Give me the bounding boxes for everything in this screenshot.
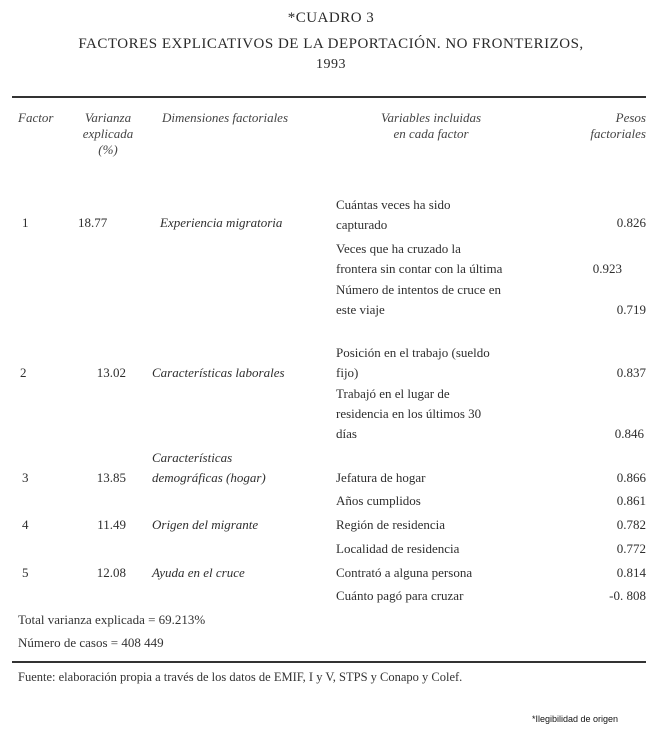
dimension-label: Experiencia migratoria [160, 215, 283, 230]
dimension-label: Origen del migrante [152, 517, 259, 532]
peso-value: 0.866 [616, 470, 646, 485]
factor-number: 4 [22, 517, 29, 532]
header-variables-line: Variables incluidas [380, 110, 482, 125]
variable-label: Años cumplidos [336, 493, 421, 508]
peso-value: 0.837 [616, 365, 646, 380]
variable-line: frontera sin contar con la última [336, 261, 503, 276]
header-varianza-line: explicada [82, 126, 134, 141]
factor-number: 5 [22, 565, 29, 580]
variable-label: Jefatura de hogar [336, 470, 426, 485]
header-pesos [560, 110, 646, 142]
factor-number: 2 [20, 365, 27, 380]
header-factor: Factor [18, 110, 54, 125]
peso-value: -0. 808 [609, 588, 646, 603]
legibility-note: *Ilegibilidad de origen [532, 714, 619, 724]
table-top-rule [12, 96, 646, 98]
header-pesos-line: factoriales [590, 126, 646, 141]
varianza-value: 13.02 [96, 365, 126, 380]
varianza-value: 18.77 [78, 215, 108, 230]
dimension-label: Ayuda en el cruce [152, 565, 245, 580]
factor-number: 1 [22, 215, 29, 230]
total-varianza: Total varianza explicada = 69.213% [18, 612, 206, 627]
peso-value: 0.861 [616, 493, 646, 508]
peso-value: 0.782 [616, 517, 646, 532]
variable-line: Veces que ha cruzado la [336, 241, 461, 256]
variable-label [336, 195, 450, 235]
dimension-line: demográficas (hogar) [152, 470, 266, 485]
variable-label: Cuánto pagó para cruzar [336, 588, 464, 603]
table-title-year: 1993 [316, 57, 346, 72]
dimension-label [152, 448, 266, 488]
peso-value: 0.826 [616, 215, 646, 230]
peso-value: 0.772 [616, 541, 646, 556]
header-pesos-line: Pesos [615, 110, 646, 125]
dimension-label: Características laborales [152, 365, 285, 380]
header-variables [356, 110, 506, 142]
numero-casos: Número de casos = 408 449 [18, 635, 164, 650]
header-varianza-line: Varianza [84, 110, 132, 125]
variable-line: días [336, 426, 357, 441]
factor-number: 3 [22, 470, 29, 485]
source-note: Fuente: elaboración propia a través de los datos de EMIF, I y V, STPS y Conapo y Colef. [18, 670, 463, 684]
table-bottom-rule [12, 661, 646, 663]
varianza-value: 12.08 [96, 565, 126, 580]
variable-label [336, 280, 501, 320]
table-title: FACTORES EXPLICATIVOS DE LA DEPORTACIÓN. NO FRONTERIZOS, [78, 36, 584, 52]
variable-label: Contrató a alguna persona [336, 565, 473, 580]
variable-line: este viaje [336, 302, 385, 317]
header-variables-line: en cada factor [393, 126, 469, 141]
variable-line: Número de intentos de cruce en [336, 282, 501, 297]
header-dimensiones: Dimensiones factoriales [162, 110, 289, 125]
variable-line: capturado [336, 217, 388, 232]
variable-label [336, 384, 481, 444]
varianza-value: 13.85 [96, 470, 126, 485]
dimension-line: Características [152, 450, 233, 465]
variable-label: Localidad de residencia [336, 541, 460, 556]
variable-line: fijo) [336, 365, 359, 380]
peso-value: 0.814 [616, 565, 646, 580]
variable-label [336, 239, 502, 279]
variable-line: Cuántas veces ha sido [336, 197, 451, 212]
table-number: *CUADRO 3 [287, 10, 375, 26]
variable-line: residencia en los últimos 30 [336, 406, 482, 421]
variable-line: Posición en el trabajo (sueldo [336, 345, 490, 360]
varianza-value: 11.49 [97, 517, 126, 532]
peso-value: 0.923 [592, 261, 622, 276]
peso-value: 0.719 [616, 302, 646, 317]
header-varianza [72, 110, 144, 158]
variable-line: Trabajó en el lugar de [336, 386, 450, 401]
variable-label: Región de residencia [336, 517, 446, 532]
peso-value: 0.846 [614, 426, 644, 441]
header-varianza-line: (%) [98, 142, 118, 157]
variable-label [336, 343, 490, 383]
